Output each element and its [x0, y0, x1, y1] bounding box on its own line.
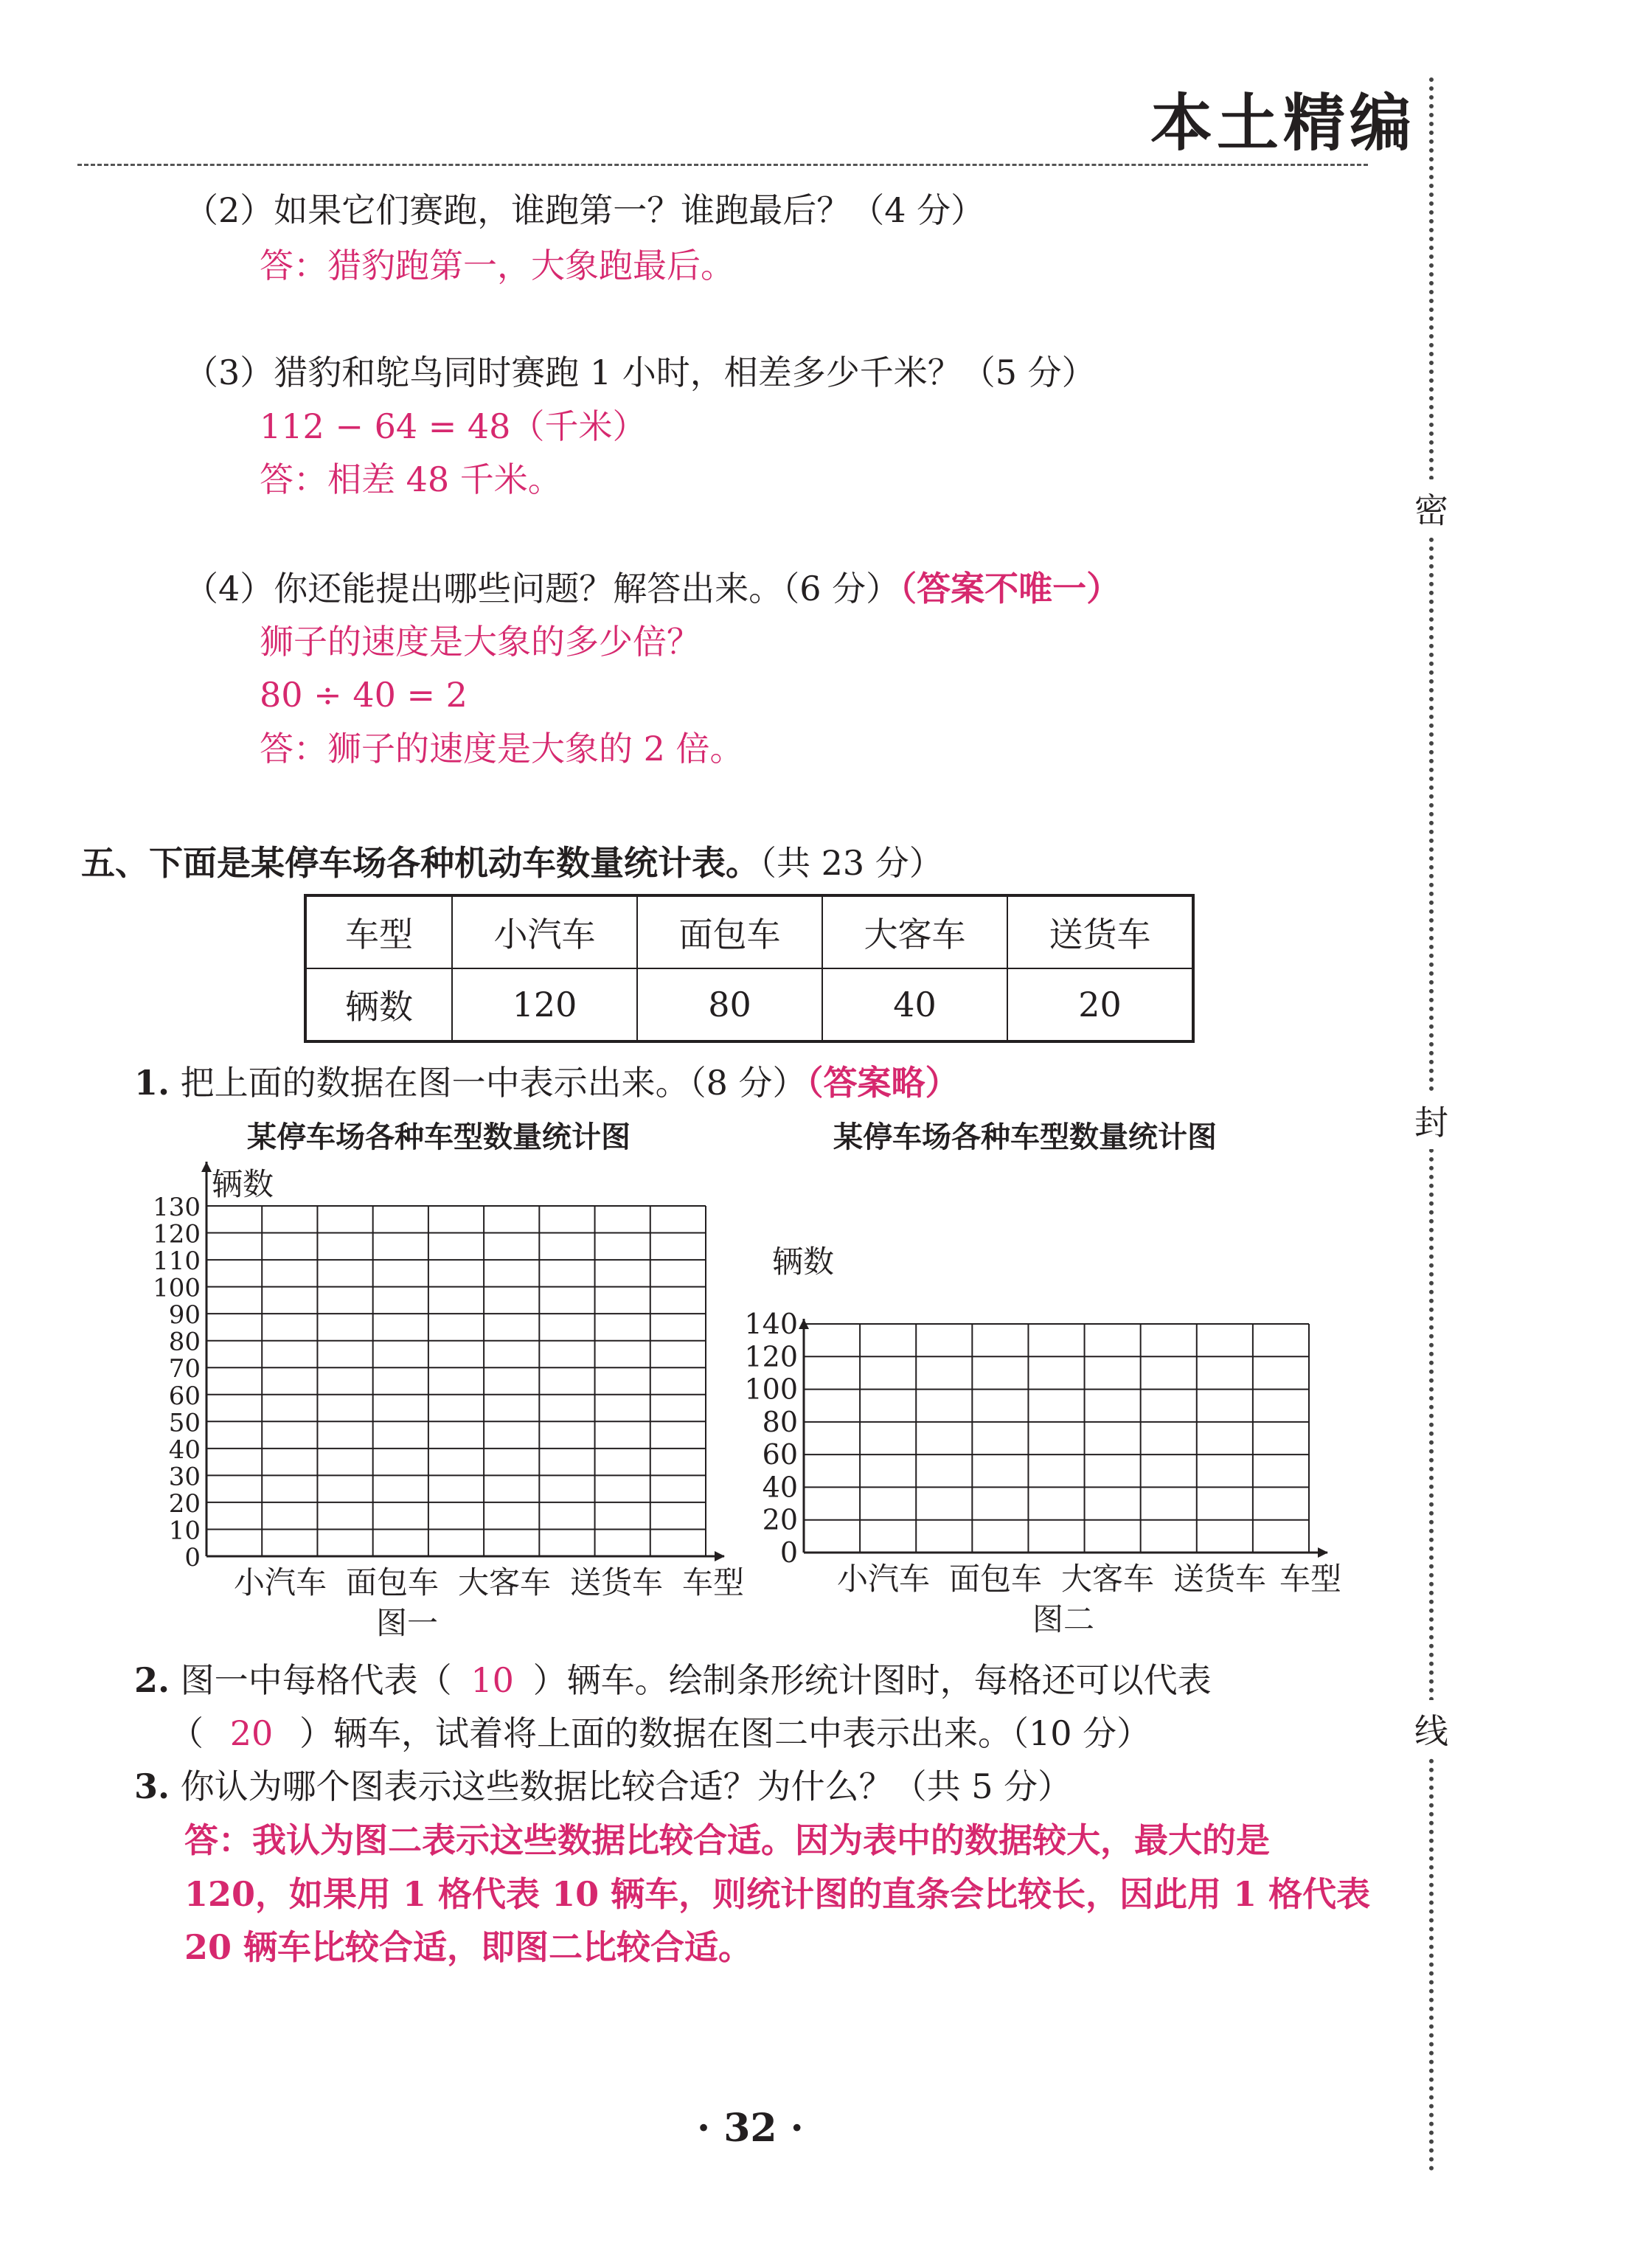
y-tick-label: 80: [168, 1327, 201, 1357]
table-header-cell: 大客车: [822, 895, 1007, 968]
x-axis-arrow: [715, 1551, 725, 1561]
chart-caption: 图二: [1032, 1601, 1095, 1637]
question-4-4: [184, 566, 1120, 611]
x-category-label: 面包车: [346, 1564, 440, 1601]
question-5-1-text: 把上面的数据在图一中表示出来。（8 分）: [180, 1063, 807, 1103]
table-header-cell: 面包车: [637, 895, 822, 968]
x-axis-label: 车型: [1279, 1561, 1342, 1597]
question-5-1-note: （答案略）: [806, 1063, 959, 1103]
x-category-label: 小汽车: [837, 1561, 931, 1597]
question-5-1: [134, 1061, 959, 1105]
chart-1-title: 某停车场各种车型数量统计图: [247, 1120, 631, 1154]
answer-4-4: 答：狮子的速度是大象的 2 倍。: [260, 729, 744, 769]
question-4-4-text: （4）你还能提出哪些问题？解答出来。（6 分）: [184, 569, 900, 608]
answer-4-2: 答：猎豹跑第一，大象跑最后。: [260, 246, 734, 285]
question-5-2-text-c: （: [170, 1713, 204, 1753]
table-cell: 120: [452, 968, 637, 1041]
table-row: [305, 968, 1193, 1041]
section-5-title-text: 五、下面是某停车场各种机动车数量统计表。: [81, 843, 760, 883]
table-header-cell: 小汽车: [452, 895, 637, 968]
y-tick-label: 50: [168, 1408, 201, 1438]
answer-5-3-line2: 120，如果用 1 格代表 10 辆车，则统计图的直条会比较长，因此用 1 格代表: [184, 1874, 1371, 1914]
y-tick-label: 20: [762, 1503, 798, 1536]
table-header-cell: 车型: [305, 895, 452, 968]
answer-blank-1: 10: [470, 1660, 514, 1700]
x-axis-arrow: [1318, 1547, 1328, 1558]
y-tick-label: 90: [168, 1300, 201, 1331]
y-tick-label: 130: [153, 1193, 201, 1222]
answer-5-3-line1: 答：我认为图二表示这些数据比较合适。因为表中的数据较大，最大的是: [184, 1820, 1270, 1860]
seal-mi: 密: [1414, 479, 1448, 537]
y-tick-label: 40: [168, 1435, 201, 1465]
question-4-4-note: （答案不唯一）: [900, 569, 1121, 608]
section-5-points: （共 23 分）: [760, 843, 943, 883]
x-category-label: 送货车: [570, 1564, 664, 1601]
chart-caption: 图一: [376, 1605, 439, 1641]
question-5-1-num: 1.: [134, 1063, 170, 1103]
x-category-label: 大客车: [1061, 1561, 1155, 1597]
answer-4-3: 答：相差 48 千米。: [260, 460, 562, 499]
y-tick-label: 100: [153, 1273, 201, 1303]
y-tick-label: 10: [168, 1516, 201, 1546]
table-cell: 40: [822, 968, 1007, 1041]
table-header-cell: 送货车: [1007, 895, 1193, 968]
y-tick-label: 60: [762, 1438, 798, 1471]
x-axis-label: 车型: [682, 1564, 745, 1601]
y-tick-label: 140: [744, 1308, 798, 1340]
chart-1: [144, 1154, 778, 1641]
answer-5-3-line3: 20 辆车比较合适，即图二比较合适。: [184, 1927, 753, 1967]
y-tick-label: 80: [762, 1405, 798, 1438]
y-tick-label: 120: [744, 1340, 798, 1373]
chart-2-title: 某停车场各种车型数量统计图: [833, 1120, 1217, 1154]
y-tick-label: 70: [168, 1354, 201, 1384]
question-5-2-text-a: 图一中每格代表（: [180, 1660, 452, 1700]
question-5-2-line2: [170, 1711, 1150, 1755]
question-5-2-num: 2.: [134, 1660, 170, 1700]
y-tick-label: 100: [744, 1373, 798, 1406]
question-5-2-text-d: ）辆车，试着将上面的数据在图二中表示出来。（10 分）: [299, 1713, 1151, 1753]
question-5-3-text: 你认为哪个图表示这些数据比较合适？为什么？（共 5 分）: [180, 1766, 1072, 1806]
question-4-4-sub: 狮子的速度是大象的多少倍？: [260, 622, 701, 662]
x-category-label: 大客车: [458, 1564, 552, 1601]
y-tick-label: 0: [779, 1536, 798, 1569]
question-5-2-text-b: ）辆车。绘制条形统计图时，每格还可以代表: [532, 1660, 1212, 1700]
calc-4-3: 112 − 64 = 48（千米）: [260, 406, 647, 446]
table-cell: 80: [637, 968, 822, 1041]
x-category-label: 送货车: [1173, 1561, 1267, 1597]
table-cell: 20: [1007, 968, 1193, 1041]
statistics-table: [304, 894, 1195, 1043]
question-5-3-num: 3.: [134, 1766, 170, 1806]
page-number: · 32 ·: [697, 2106, 804, 2151]
y-axis-arrow: [201, 1162, 212, 1172]
calc-4-4: 80 ÷ 40 = 2: [260, 675, 468, 715]
seal-feng: 封: [1414, 1092, 1448, 1149]
y-tick-label: 30: [168, 1462, 201, 1492]
brand-logo: 本土精编: [1150, 86, 1417, 159]
table-header-row: [305, 895, 1193, 968]
y-tick-label: 40: [762, 1471, 798, 1504]
question-5-3: [134, 1764, 1071, 1808]
question-4-2: （2）如果它们赛跑，谁跑第一？谁跑最后？（4 分）: [184, 190, 985, 230]
y-tick-label: 20: [168, 1488, 201, 1519]
header-rule: [77, 164, 1368, 166]
x-category-label: 面包车: [949, 1561, 1043, 1597]
question-4-3: （3）猎豹和鸵鸟同时赛跑 1 小时，相差多少千米？（5 分）: [184, 353, 1096, 392]
answer-blank-2: 20: [229, 1713, 274, 1753]
y-tick-label: 0: [184, 1543, 201, 1572]
y-axis-label: 辆数: [772, 1244, 835, 1280]
table-row-label: 辆数: [305, 968, 452, 1041]
y-tick-label: 110: [153, 1246, 201, 1277]
section-5-title: [81, 841, 943, 885]
question-5-2-line1: [134, 1658, 1212, 1702]
seal-xian: 线: [1414, 1700, 1448, 1758]
x-category-label: 小汽车: [234, 1564, 327, 1601]
y-tick-label: 120: [153, 1219, 201, 1249]
chart-2: [744, 1239, 1379, 1637]
y-tick-label: 60: [168, 1381, 201, 1411]
y-axis-label: 辆数: [212, 1166, 274, 1202]
